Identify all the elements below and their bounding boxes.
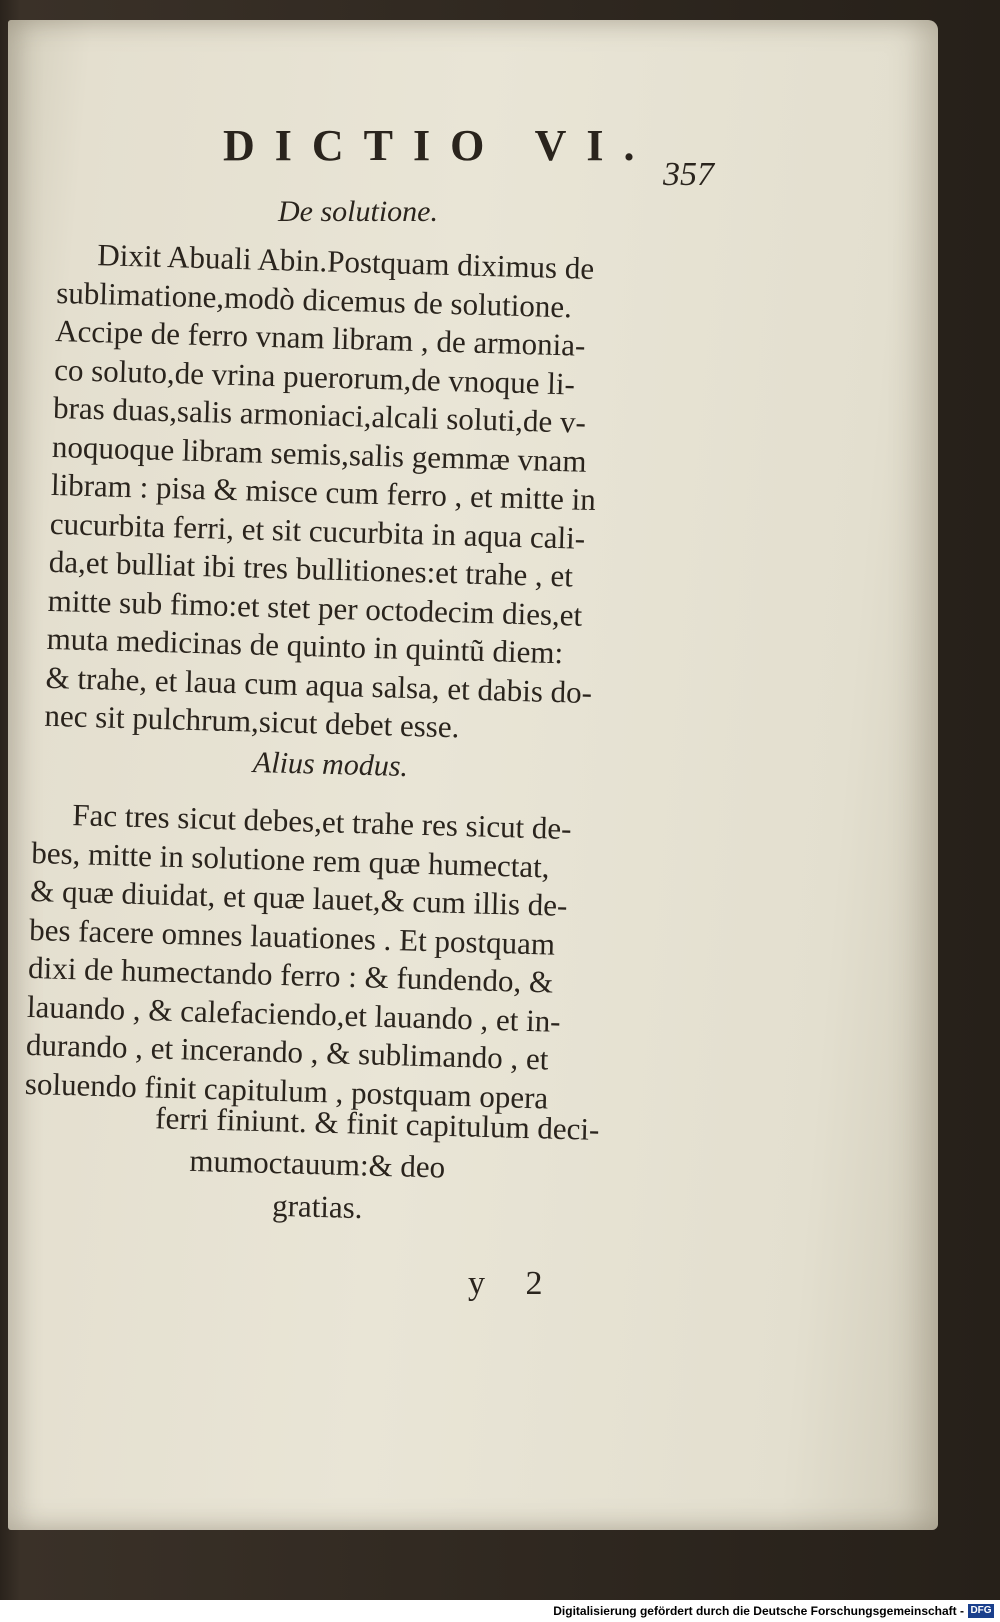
paragraph-solutione [44,235,698,753]
running-head: DICTIO VI. [223,121,655,170]
section-title: De solutione. [278,195,438,228]
text-line: da,et bulliat ibi tres bullitiones:et trahe , et [48,543,574,594]
signature-mark: y 2 [468,1265,559,1302]
closing-line: ferri finiunt. & finit capitulum deci- [154,1100,600,1147]
text-line: & trahe, et laua cum aqua salsa, et dabis do- [45,659,593,710]
text-line: libram : pisa & misce cum ferro , et mitte in [50,466,597,518]
text-line: durando , et incerando , & sublimando , et [25,1026,549,1077]
dfg-logo-icon: DFG [968,1604,994,1618]
text-line: co soluto,de vrina puerorum,de vnoque li- [53,351,576,401]
text-line: Dixit Abuali Abin.Postquam diximus de [96,237,595,286]
folio-number: 357 [663,156,714,193]
paragraph-alius-modus [24,795,692,1121]
page-header [213,112,733,193]
text-line: Fac tres sicut debes,et trahe res sicut de- [71,797,573,847]
text-line: mitte sub fimo:et stet per octodecim dies,et [47,582,583,633]
text-line: muta medicinas de quinto in quintũ diem: [46,620,564,671]
closing-line: mumoctauum:& deo [189,1142,446,1185]
text-line: & quæ diuidat, et quæ lauet,& cum illis de- [29,872,568,923]
book-page [8,20,938,1530]
text-line: bras duas,salis armoniaci,alcali soluti,de v- [52,389,587,440]
text-line: noquoque libram semis,salis gemmæ vnam [51,428,588,479]
text-line: nec sit pulchrum,sicut debet esse. [44,697,460,745]
text-line: dixi de humectando ferro : & fundendo, & [27,949,554,1000]
text-line: sublimatione,modò dicemus de solutione. [55,274,573,324]
text-line: Accipe de ferro vnam libram , de armonia- [54,312,586,363]
text-line: bes, mitte in solutione rem quæ humectat, [30,834,550,884]
funding-credit: Digitalisierung gefördert durch die Deutsche Forschungsgemeinschaft - [553,1604,964,1618]
text-line: soluendo finit capitulum , postquam opera [24,1065,549,1115]
closing-line: gratias. [271,1187,364,1226]
text-line: lauando , & calefaciendo,et lauando , et in- [26,988,562,1039]
text-line: bes facere omnes lauationes . Et postquam [28,911,556,962]
digitization-footer [0,1600,1000,1622]
text-line: cucurbita ferri, et sit cucurbita in aqua cali- [49,505,586,556]
subsection-title: Alius modus. [252,745,409,784]
